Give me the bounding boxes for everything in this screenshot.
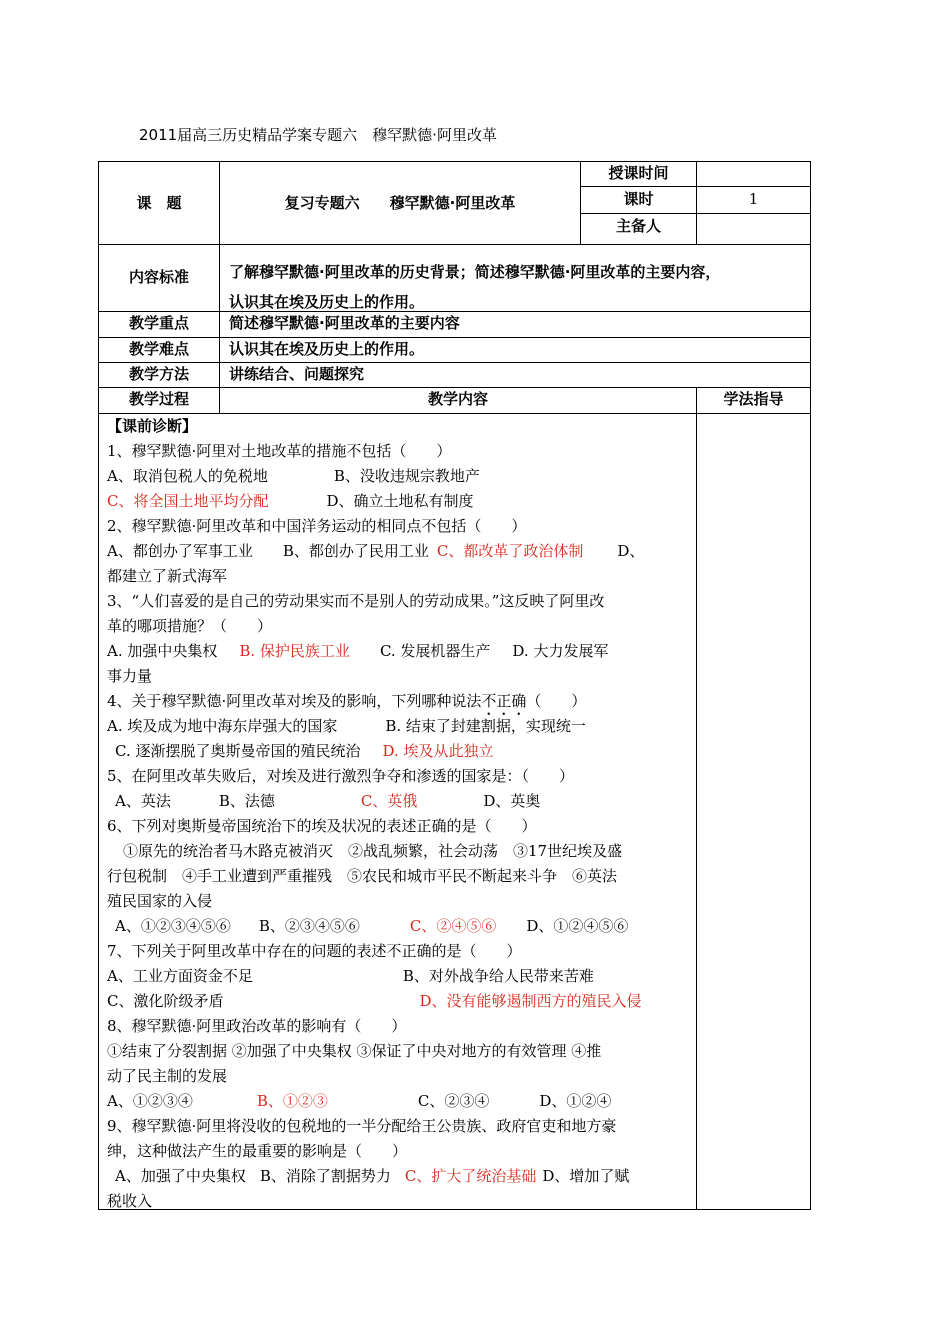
options-row [107, 714, 692, 739]
option-d-continued: 都建立了新式海军 [107, 567, 228, 585]
options-row [107, 964, 692, 989]
option-b: B、都创办了民用工业 [282, 542, 429, 560]
key-label: 教学重点 [128, 314, 189, 332]
question-5: 5、在阿里改革失败后，对埃及进行激烈争夺和渗透的国家是：（ ） [107, 767, 575, 785]
option-c: C、激化阶级矛盾 [107, 992, 224, 1010]
option-a: A. 加强中央集权 [107, 642, 218, 660]
process-label: 教学过程 [128, 390, 189, 408]
option-d: D、英奥 [483, 792, 541, 810]
question-4-text: 4、关于穆罕默德·阿里改革对埃及的影响，下列哪种说法 [107, 692, 482, 710]
grid-line [696, 387, 697, 1210]
standard-line: 认识其在埃及历史上的作用。 [229, 293, 425, 311]
options-row [107, 989, 692, 1014]
option-a: A、加强了中央集权 [115, 1167, 246, 1185]
option-a: A、都创办了军事工业 [107, 542, 253, 560]
question-3-continued: 革的哪项措施？（ ） [107, 617, 273, 635]
lesson-content [107, 414, 692, 1214]
option-a: A、①②③④ [107, 1092, 193, 1110]
options-row [107, 464, 692, 489]
option-b: B. 结束了封建割据，实现统一 [385, 717, 586, 735]
question-1: 1、穆罕默德·阿里对土地改革的措施不包括（ ） [107, 442, 452, 460]
option-d: D、确立土地私有制度 [326, 492, 474, 510]
option-c-answer: C、英俄 [360, 792, 418, 810]
question-4 [107, 689, 692, 714]
standard-value [229, 257, 809, 317]
option-b: B、没收违规宗教地产 [333, 467, 480, 485]
question-6-line: 殖民国家的入侵 [107, 892, 213, 910]
question-6-items [107, 839, 692, 864]
question-7: 7、下列关于阿里改革中存在的问题的表述不正确的是（ ） [107, 942, 522, 960]
question-9: 9、穆罕默德·阿里将没收的包税地的一半分配给王公贵族、政府官吏和地方豪 [107, 1117, 617, 1135]
topic-label: 课 题 [136, 194, 182, 212]
option-c-answer: C、将全国土地平均分配 [107, 492, 269, 510]
question-6: 6、下列对奥斯曼帝国统治下的埃及状况的表述正确的是（ ） [107, 817, 537, 835]
grid-line [98, 244, 811, 245]
method-value: 讲练结合、问题探究 [229, 365, 365, 383]
question-6-line: ①原先的统治者马木路克被消灭 ②战乱频繁，社会动荡 ③17世纪埃及盛 [123, 842, 623, 860]
option-d: D、 [617, 542, 645, 560]
question-2: 2、穆罕默德·阿里改革和中国洋务运动的相同点不包括（ ） [107, 517, 527, 535]
section-heading: 【课前诊断】 [107, 417, 198, 435]
option-c-answer: C、②④⑤⑥ [409, 917, 497, 935]
hours-value: 1 [748, 190, 759, 208]
option-d-answer: D、没有能够遏制西方的殖民入侵 [419, 992, 642, 1010]
options-row [107, 739, 692, 764]
options-row [107, 489, 692, 514]
question-8-line: ①结束了分裂割据 ②加强了中央集权 ③保证了中央对地方的有效管理 ④推 [107, 1042, 602, 1060]
standard-label: 内容标准 [128, 268, 189, 286]
options-row [107, 539, 692, 564]
option-b: B、法德 [218, 792, 275, 810]
option-c-answer: C、扩大了统治基础 [404, 1167, 537, 1185]
standard-line: 了解穆罕默德·阿里改革的历史背景；简述穆罕默德·阿里改革的主要内容， [229, 263, 721, 281]
option-b-answer: B、①②③ [256, 1092, 328, 1110]
option-a: A、英法 [115, 792, 171, 810]
option-c: C、②③④ [417, 1092, 490, 1110]
key-value: 简述穆罕默德·阿里改革的主要内容 [229, 314, 460, 332]
option-c: C. 发展机器生产 [379, 642, 491, 660]
option-a: A. 埃及成为地中海东岸强大的国家 [107, 717, 338, 735]
option-d: D、增加了赋 [542, 1167, 630, 1185]
difficulty-label: 教学难点 [128, 340, 189, 358]
options-row [107, 789, 692, 814]
options-row [107, 1089, 692, 1114]
option-d-continued: 事力量 [107, 667, 153, 685]
question-4-bracket: （ ） [526, 692, 587, 710]
option-d: D. 大力发展军 [512, 642, 609, 660]
content-label: 教学内容 [427, 390, 488, 408]
emphasis-text: 不正确 [481, 692, 527, 710]
question-8-line: 动了民主制的发展 [107, 1067, 228, 1085]
option-b: B、消除了割据势力 [259, 1167, 391, 1185]
method-label: 教学方法 [128, 365, 189, 383]
document-title: 2011届高三历史精品学案专题六 穆罕默德·阿里改革 [139, 126, 497, 144]
question-9-continued: 绅，这种做法产生的最重要的影响是（ ） [107, 1142, 408, 1160]
options-row [107, 914, 692, 939]
preparer-label: 主备人 [615, 217, 661, 235]
option-d-answer: D. 埃及从此独立 [382, 742, 494, 760]
option-b: B、对外战争给人民带来苦难 [402, 967, 594, 985]
question-8: 8、穆罕默德·阿里政治改革的影响有（ ） [107, 1017, 407, 1035]
option-b: B、②③④⑤⑥ [258, 917, 360, 935]
option-d-continued: 税收入 [107, 1192, 153, 1210]
question-6-line: 行包税制 ④手工业遭到严重摧残 ⑤农民和城市平民不断起来斗争 ⑥英法 [107, 867, 618, 885]
option-a: A、工业方面资金不足 [107, 967, 253, 985]
hours-label: 课时 [623, 190, 654, 208]
time-label: 授课时间 [608, 164, 669, 182]
option-c-answer: C、都改革了政治体制 [436, 542, 584, 560]
topic-value: 复习专题六 穆罕默德·阿里改革 [284, 194, 516, 212]
option-c: C. 逐渐摆脱了奥斯曼帝国的殖民统治 [115, 742, 361, 760]
option-d: D、①②④⑤⑥ [526, 917, 629, 935]
option-a: A、取消包税人的免税地 [107, 467, 268, 485]
option-a: A、①②③④⑤⑥ [115, 917, 231, 935]
options-row [107, 639, 692, 664]
guide-label: 学法指导 [723, 390, 784, 408]
question-3: 3、“人们喜爱的是自己的劳动果实而不是别人的劳动成果。”这反映了阿里改 [107, 592, 605, 610]
options-row [107, 1164, 692, 1189]
option-d: D、①②④ [539, 1092, 612, 1110]
option-b-answer: B. 保护民族工业 [239, 642, 350, 660]
difficulty-value: 认识其在埃及历史上的作用。 [229, 340, 425, 358]
